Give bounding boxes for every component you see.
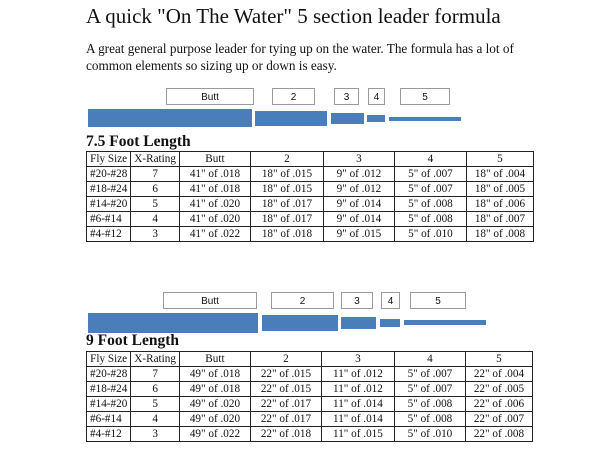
label-section-5: 5 bbox=[400, 88, 450, 105]
label-section-4: 4 bbox=[381, 292, 400, 309]
col-header-fly-size: Fly Size bbox=[87, 152, 131, 167]
cell-section-3: 9" of .012 bbox=[323, 182, 394, 197]
cell-section-4: 5" of .007 bbox=[394, 167, 466, 182]
cell-section-2: 18" of .015 bbox=[250, 167, 323, 182]
label-butt: Butt bbox=[163, 292, 257, 309]
cell-fly-size: #14-#20 bbox=[87, 397, 131, 412]
table-row bbox=[87, 412, 533, 427]
table-row bbox=[87, 227, 534, 242]
table-row bbox=[87, 197, 534, 212]
cell-section-3: 11" of .015 bbox=[321, 427, 394, 442]
cell-section-3: 9" of .015 bbox=[323, 227, 394, 242]
col-header-4: 4 bbox=[394, 352, 465, 367]
segment-3 bbox=[331, 113, 364, 124]
col-header-3: 3 bbox=[323, 152, 394, 167]
cell-section-3: 11" of .012 bbox=[321, 382, 394, 397]
cell-section-2: 22" of .015 bbox=[250, 382, 321, 397]
cell-x-rating: 6 bbox=[131, 182, 180, 197]
cell-x-rating: 3 bbox=[131, 427, 180, 442]
cell-section-5: 18" of .007 bbox=[466, 212, 533, 227]
segment-3 bbox=[341, 317, 376, 329]
table-row bbox=[87, 397, 533, 412]
cell-section-4: 5" of .007 bbox=[394, 367, 465, 382]
label-section-4: 4 bbox=[368, 88, 385, 105]
table-row bbox=[87, 212, 534, 227]
cell-butt: 41" of .020 bbox=[179, 197, 250, 212]
table-row bbox=[87, 427, 533, 442]
cell-section-4: 5" of .007 bbox=[394, 382, 465, 397]
cell-section-3: 9" of .014 bbox=[323, 197, 394, 212]
cell-fly-size: #20-#28 bbox=[87, 167, 131, 182]
col-header-2: 2 bbox=[250, 152, 323, 167]
cell-fly-size: #4-#12 bbox=[87, 227, 131, 242]
cell-section-3: 11" of .014 bbox=[321, 412, 394, 427]
intro-paragraph: A great general purpose leader for tying up on the water. The formula has a lot of common elements so sizing up or down is easy. bbox=[86, 41, 514, 73]
segment-4 bbox=[367, 115, 385, 122]
cell-x-rating: 3 bbox=[131, 227, 180, 242]
cell-section-2: 18" of .017 bbox=[250, 197, 323, 212]
cell-butt: 49" of .020 bbox=[179, 397, 250, 412]
cell-butt: 49" of .018 bbox=[179, 367, 250, 382]
cell-section-5: 22" of .005 bbox=[465, 382, 532, 397]
segment-5 bbox=[404, 320, 486, 325]
col-header-5: 5 bbox=[466, 152, 533, 167]
cell-fly-size: #6-#14 bbox=[87, 212, 131, 227]
cell-section-2: 18" of .017 bbox=[250, 212, 323, 227]
cell-section-3: 9" of .012 bbox=[323, 167, 394, 182]
cell-butt: 49" of .022 bbox=[179, 427, 250, 442]
cell-x-rating: 4 bbox=[131, 212, 180, 227]
cell-section-2: 22" of .017 bbox=[250, 412, 321, 427]
cell-section-4: 5" of .008 bbox=[394, 212, 466, 227]
cell-section-5: 22" of .007 bbox=[465, 412, 532, 427]
cell-butt: 41" of .022 bbox=[179, 227, 250, 242]
cell-x-rating: 7 bbox=[131, 167, 180, 182]
col-header-4: 4 bbox=[394, 152, 466, 167]
label-section-3: 3 bbox=[341, 292, 373, 309]
cell-section-4: 5" of .007 bbox=[394, 182, 466, 197]
section-title-7-5: 7.5 Foot Length bbox=[86, 133, 191, 150]
table-row bbox=[87, 167, 534, 182]
cell-section-5: 18" of .006 bbox=[466, 197, 533, 212]
cell-butt: 41" of .018 bbox=[179, 167, 250, 182]
table-row bbox=[87, 182, 534, 197]
cell-fly-size: #4-#12 bbox=[87, 427, 131, 442]
cell-section-5: 18" of .008 bbox=[466, 227, 533, 242]
col-header-butt: Butt bbox=[179, 352, 250, 367]
cell-section-3: 11" of .014 bbox=[321, 397, 394, 412]
cell-x-rating: 6 bbox=[131, 382, 180, 397]
cell-butt: 49" of .020 bbox=[179, 412, 250, 427]
table-header-row bbox=[87, 352, 533, 367]
segment-butt bbox=[88, 313, 258, 333]
label-section-3: 3 bbox=[334, 88, 359, 105]
cell-butt: 49" of .018 bbox=[179, 382, 250, 397]
segment-2 bbox=[262, 315, 338, 331]
cell-x-rating: 5 bbox=[131, 197, 180, 212]
cell-section-5: 22" of .006 bbox=[465, 397, 532, 412]
col-header-butt: Butt bbox=[179, 152, 250, 167]
col-header-x-rating: X-Rating bbox=[131, 152, 180, 167]
cell-x-rating: 4 bbox=[131, 412, 180, 427]
cell-fly-size: #14-#20 bbox=[87, 197, 131, 212]
cell-section-2: 22" of .017 bbox=[250, 397, 321, 412]
cell-fly-size: #18-#24 bbox=[87, 382, 131, 397]
label-section-5: 5 bbox=[410, 292, 466, 309]
col-header-2: 2 bbox=[250, 352, 321, 367]
cell-section-4: 5" of .008 bbox=[394, 397, 465, 412]
cell-section-4: 5" of .010 bbox=[394, 427, 465, 442]
segment-4 bbox=[380, 319, 400, 327]
cell-butt: 41" of .018 bbox=[179, 182, 250, 197]
col-header-x-rating: X-Rating bbox=[131, 352, 180, 367]
cell-fly-size: #18-#24 bbox=[87, 182, 131, 197]
cell-section-3: 11" of .012 bbox=[321, 367, 394, 382]
page-title: A quick "On The Water" 5 section leader formula bbox=[86, 4, 501, 28]
cell-section-2: 18" of .015 bbox=[250, 182, 323, 197]
col-header-3: 3 bbox=[321, 352, 394, 367]
cell-section-5: 22" of .008 bbox=[465, 427, 532, 442]
cell-section-5: 22" of .004 bbox=[465, 367, 532, 382]
segment-2 bbox=[255, 111, 327, 126]
table-header-row bbox=[87, 152, 534, 167]
col-header-fly-size: Fly Size bbox=[87, 352, 131, 367]
cell-x-rating: 5 bbox=[131, 397, 180, 412]
cell-section-5: 18" of .005 bbox=[466, 182, 533, 197]
label-section-2: 2 bbox=[272, 88, 315, 105]
cell-fly-size: #6-#14 bbox=[87, 412, 131, 427]
cell-section-4: 5" of .010 bbox=[394, 227, 466, 242]
table-row bbox=[87, 382, 533, 397]
segment-5 bbox=[389, 117, 461, 121]
col-header-5: 5 bbox=[465, 352, 532, 367]
cell-section-3: 9" of .014 bbox=[323, 212, 394, 227]
leader-table-9 bbox=[86, 351, 533, 442]
leader-table-7-5 bbox=[86, 151, 534, 242]
cell-section-4: 5" of .008 bbox=[394, 197, 466, 212]
cell-section-2: 22" of .015 bbox=[250, 367, 321, 382]
cell-x-rating: 7 bbox=[131, 367, 180, 382]
segment-butt bbox=[88, 109, 252, 127]
label-butt: Butt bbox=[166, 88, 254, 105]
cell-section-5: 18" of .004 bbox=[466, 167, 533, 182]
table-row bbox=[87, 367, 533, 382]
label-section-2: 2 bbox=[271, 292, 334, 309]
cell-fly-size: #20-#28 bbox=[87, 367, 131, 382]
cell-butt: 41" of .020 bbox=[179, 212, 250, 227]
cell-section-2: 22" of .018 bbox=[250, 427, 321, 442]
section-title-9: 9 Foot Length bbox=[86, 332, 179, 349]
cell-section-2: 18" of .018 bbox=[250, 227, 323, 242]
cell-section-4: 5" of .008 bbox=[394, 412, 465, 427]
